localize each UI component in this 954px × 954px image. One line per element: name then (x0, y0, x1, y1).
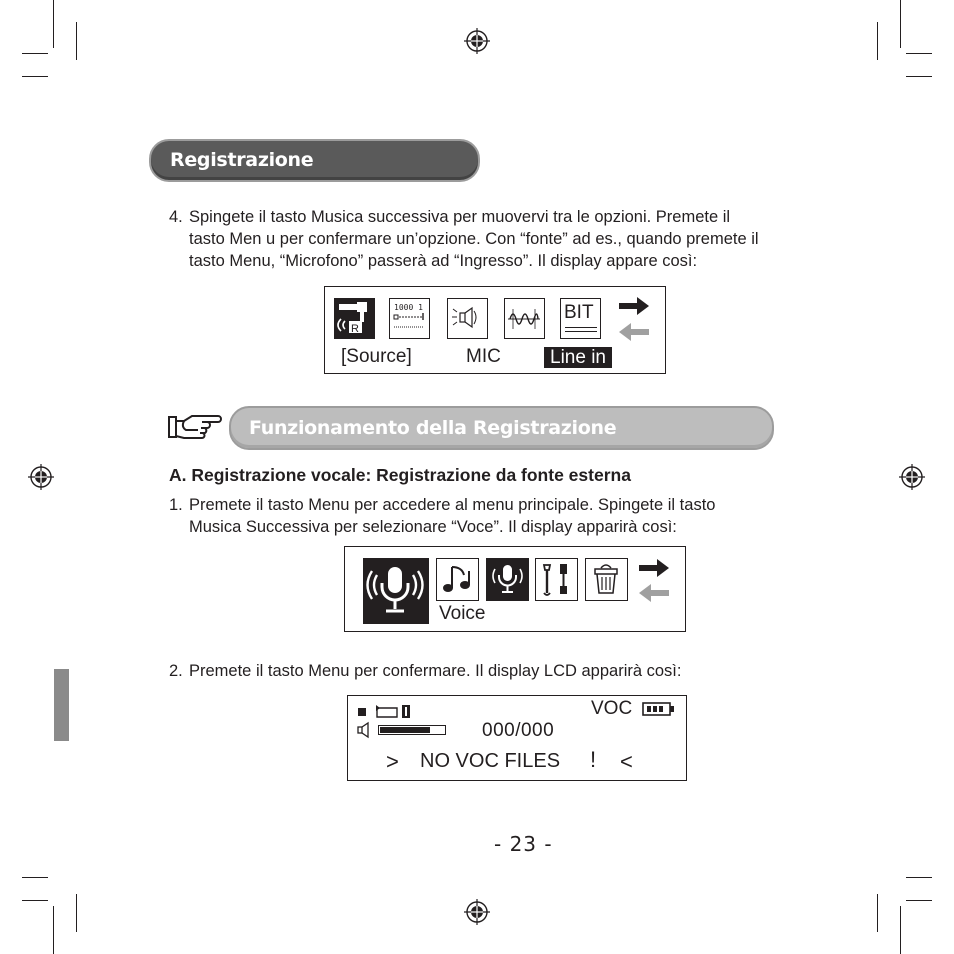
voice-label: Voice (439, 603, 486, 624)
bit-icon (560, 298, 601, 339)
subsection-heading: A. Registrazione vocale: Registrazione da fonte esterna (169, 465, 631, 485)
step-text-line: tasto Men u per confermare un’opzione. Con “fonte” ad es., quando premete il (189, 230, 759, 248)
arrow-left-icon (618, 322, 650, 342)
registration-mark-icon (464, 899, 490, 925)
crop-mark (53, 0, 54, 48)
file-counter: 000/000 (482, 720, 555, 741)
registration-mark-icon (464, 28, 490, 54)
volume-icon (356, 721, 374, 739)
right-bracket: < (620, 749, 633, 774)
registration-mark-icon (899, 464, 925, 490)
crop-mark (877, 894, 878, 932)
source-icon (334, 298, 375, 339)
step-number: 1. (169, 496, 183, 514)
stop-icon (358, 708, 366, 716)
bit-label: BIT (564, 302, 594, 323)
step-text-line: Premete il tasto Menu per confermare. Il display LCD apparirà così: (189, 662, 682, 680)
step-4-paragraph (169, 206, 829, 276)
no-files-message: NO VOC FILES (420, 750, 561, 772)
step-text-line: Musica Successiva per selezionare “Voce”. Il display apparirà così: (189, 518, 677, 536)
volume-bar (378, 725, 446, 735)
volume-level (380, 727, 430, 733)
arrow-left-icon (638, 583, 670, 603)
crop-mark (906, 53, 932, 54)
lcd-display-voice (344, 546, 686, 632)
crop-mark (22, 53, 48, 54)
left-bracket: > (386, 749, 399, 774)
waveform-icon (504, 298, 545, 339)
svg-text:1000 1: 1000 1 (394, 303, 423, 312)
tools-icon (535, 558, 578, 601)
exclamation: ! (590, 747, 597, 772)
section-title: Registrazione (170, 149, 314, 171)
side-tab (54, 669, 69, 741)
microphone-icon (486, 558, 529, 601)
page-number: - 23 - (494, 832, 553, 856)
lcd-display-voc (347, 695, 687, 781)
pointing-hand-icon (167, 412, 225, 442)
crop-mark (53, 906, 54, 954)
battery-icon (642, 701, 676, 717)
crop-mark (22, 877, 48, 878)
crop-mark (906, 900, 932, 901)
registration-mark-icon (28, 464, 54, 490)
step-text-line: Spingete il tasto Musica successiva per muovervi tra le opzioni. Premete il (189, 208, 731, 226)
svg-text:R: R (351, 323, 359, 335)
step-1-paragraph (169, 494, 829, 540)
subsection-title: Funzionamento della Registrazione (249, 417, 617, 439)
crop-mark (76, 22, 77, 60)
line-in-label: Line in (544, 347, 612, 368)
arrow-right-icon (638, 558, 670, 578)
crop-mark (900, 906, 901, 954)
lcd-display-source (324, 286, 666, 374)
step-text-line: tasto Menu, “Microfono” passerà ad “Ingresso”. Il display appare così: (189, 252, 698, 270)
crop-mark (22, 900, 48, 901)
step-number: 2. (169, 662, 183, 680)
speaker-wave-icon (447, 298, 488, 339)
eq-bars-icon (389, 298, 430, 339)
step-text-line: Premete il tasto Menu per accedere al menu principale. Spingete il tasto (189, 496, 716, 514)
crop-mark (76, 894, 77, 932)
crop-mark (22, 76, 48, 77)
mode-label: VOC (591, 698, 633, 719)
crop-mark (906, 76, 932, 77)
arrow-right-icon (618, 296, 650, 316)
trash-icon (585, 558, 628, 601)
mic-label: MIC (466, 346, 501, 367)
crop-mark (906, 877, 932, 878)
music-note-icon (436, 558, 479, 601)
source-label: [Source] (341, 346, 412, 367)
step-number: 4. (169, 208, 183, 226)
repeat-one-icon (374, 703, 412, 719)
crop-mark (900, 0, 901, 48)
microphone-icon (363, 558, 429, 624)
step-2-paragraph (169, 660, 829, 684)
crop-mark (877, 22, 878, 60)
